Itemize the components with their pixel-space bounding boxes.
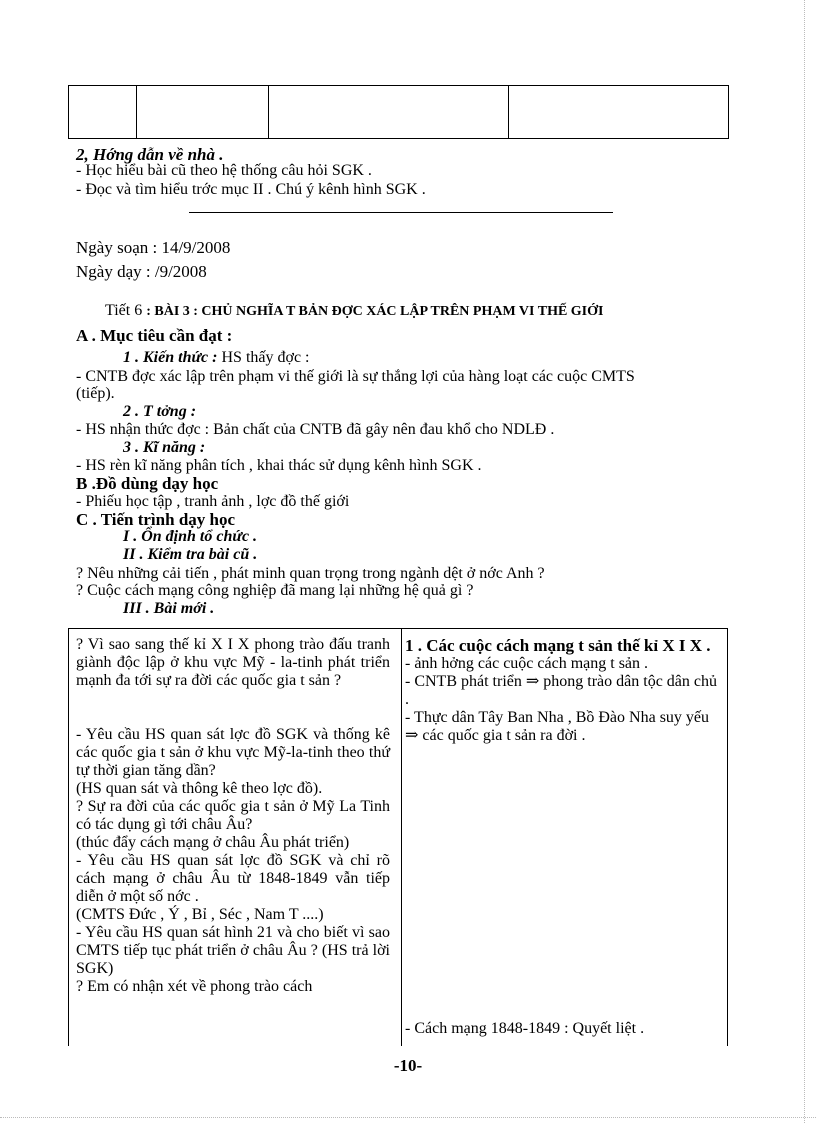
homework-line-2: - Đọc và tìm hiểu trớc mục II . Chú ý kênh hình SGK . — [76, 181, 426, 198]
step-i-label: I . Ổn định tổ chức . — [123, 528, 258, 545]
page-edge-bottom — [0, 1117, 816, 1118]
lesson-title-text: : BÀI 3 : CHỦ NGHĨA T BẢN ĐỢC XÁC LẬP TRÊN PHẠM VI THẾ GIỚI — [146, 304, 604, 319]
arrow-icon: ⇒ — [405, 727, 419, 744]
review-question-1: ? Nêu những cải tiến , phát minh quan trọng trong ngành dệt ở nớc Anh ? — [76, 565, 545, 582]
right-line-3 — [405, 709, 721, 745]
left-paragraph-2: - Yêu cầu HS quan sát lợc đồ SGK và thống kê các quốc gia t sản ở khu vực Mỹ-la-tinh theo thứ tự thời gian tăng dần? — [76, 726, 390, 779]
teacher-activities-column — [76, 636, 390, 996]
review-question-2: ? Cuộc cách mạng công nghiệp đã mang lại những hệ quả gì ? — [76, 582, 474, 599]
table-column-divider — [136, 86, 137, 138]
right-line-3a: - Thực dân Tây Ban Nha , Bồ Đào Nha suy yếu — [405, 709, 710, 726]
knowledge-text: HS thấy đợc : — [217, 349, 310, 366]
lesson-tiet: Tiết 6 — [105, 302, 143, 319]
right-line-3b: các quốc gia t sản ra đời . — [418, 727, 586, 744]
table-column-divider — [268, 86, 269, 138]
thought-detail: - HS nhận thức đợc : Bản chất của CNTB đã gây nên đau khổ cho NDLĐ . — [76, 421, 555, 438]
skill-label: 3 . Kĩ năng : — [123, 439, 206, 456]
page-number: -10- — [393, 1056, 423, 1075]
right-line-2a: - CNTB phát triển — [405, 673, 526, 690]
thought-label: 2 . T tởng : — [123, 403, 197, 420]
right-line-2b: phong trào dân tộc dân chủ . — [405, 673, 718, 708]
knowledge-detail: - CNTB đợc xác lập trên phạm vi thế giới là sự thắng lợi của hàng loạt các cuộc CMTS — [76, 368, 635, 385]
section-b-detail: - Phiếu học tập , tranh ảnh , lợc đồ thế giới — [76, 493, 350, 510]
left-paragraph-1: ? Vì sao sang thế kỉ X I X phong trào đấu tranh giành độc lập ở khu vực Mỹ - la-tinh phát triển mạnh đa tới sự ra đời các quốc gia t sản ? — [76, 636, 390, 689]
top-empty-table — [68, 85, 729, 139]
left-paragraph-5: (thúc đẩy cách mạng ở châu Âu phát triển) — [76, 834, 350, 851]
knowledge-detail-2: (tiếp). — [76, 385, 115, 402]
section-b-heading: B .Đồ dùng dạy học — [76, 474, 219, 493]
left-paragraph-6: - Yêu cầu HS quan sát lợc đồ SGK và chỉ rõ cách mạng ở châu Âu từ 1848-1849 vẫn tiếp diễn ở một số nớc . — [76, 852, 390, 905]
left-paragraph-4: ? Sự ra đời của các quốc gia t sản ở Mỹ La Tinh có tác dụng gì tới châu Âu? — [76, 798, 390, 833]
right-heading: 1 . Các cuộc cách mạng t sản thế kỉ X I X . — [405, 636, 711, 655]
step-ii-label: II . Kiểm tra bài cũ . — [123, 546, 258, 563]
section-a-heading: A . Mục tiêu cần đạt : — [76, 326, 233, 345]
right-line-2 — [405, 673, 721, 709]
date-day: Ngày dạy : /9/2008 — [76, 262, 207, 281]
knowledge-label: 1 . Kiến thức : — [123, 349, 218, 366]
arrow-icon: ⇒ — [525, 673, 540, 690]
lesson-title — [105, 302, 603, 320]
left-paragraph-9: ? Em có nhận xét về phong trào cách — [76, 978, 313, 995]
table-column-divider — [508, 86, 509, 138]
left-paragraph-3: (HS quan sát và thông kê theo lợc đồ). — [76, 780, 323, 797]
section-separator — [189, 212, 613, 213]
right-line-1: - ảnh hởng các cuộc cách mạng t sản . — [405, 655, 649, 672]
left-paragraph-7: (CMTS Đức , Ý , Bỉ , Séc , Nam T ....) — [76, 906, 324, 923]
left-paragraph-8: - Yêu cầu HS quan sát hình 21 và cho biết vì sao CMTS tiếp tục phát triển ở châu Âu ? (HS trả lời SGK) — [76, 924, 390, 977]
page-edge-right — [804, 0, 805, 1123]
skill-detail: - HS rèn kĩ năng phân tích , khai thác sử dụng kênh hình SGK . — [76, 457, 482, 474]
content-column — [405, 636, 721, 745]
homework-line-1: - Học hiểu bài cũ theo hệ thống câu hỏi SGK . — [76, 162, 372, 179]
knowledge-line — [123, 349, 310, 367]
date-soan: Ngày soạn : 14/9/2008 — [76, 238, 231, 257]
homework-title: 2, Hớng dẫn về nhà . — [76, 145, 224, 164]
right-line-4: - Cách mạng 1848-1849 : Quyết liệt . — [405, 1020, 645, 1037]
step-iii-label: III . Bài mới . — [123, 600, 215, 617]
section-c-heading: C . Tiến trình dạy học — [76, 510, 236, 529]
lesson-table-divider — [401, 629, 402, 1046]
